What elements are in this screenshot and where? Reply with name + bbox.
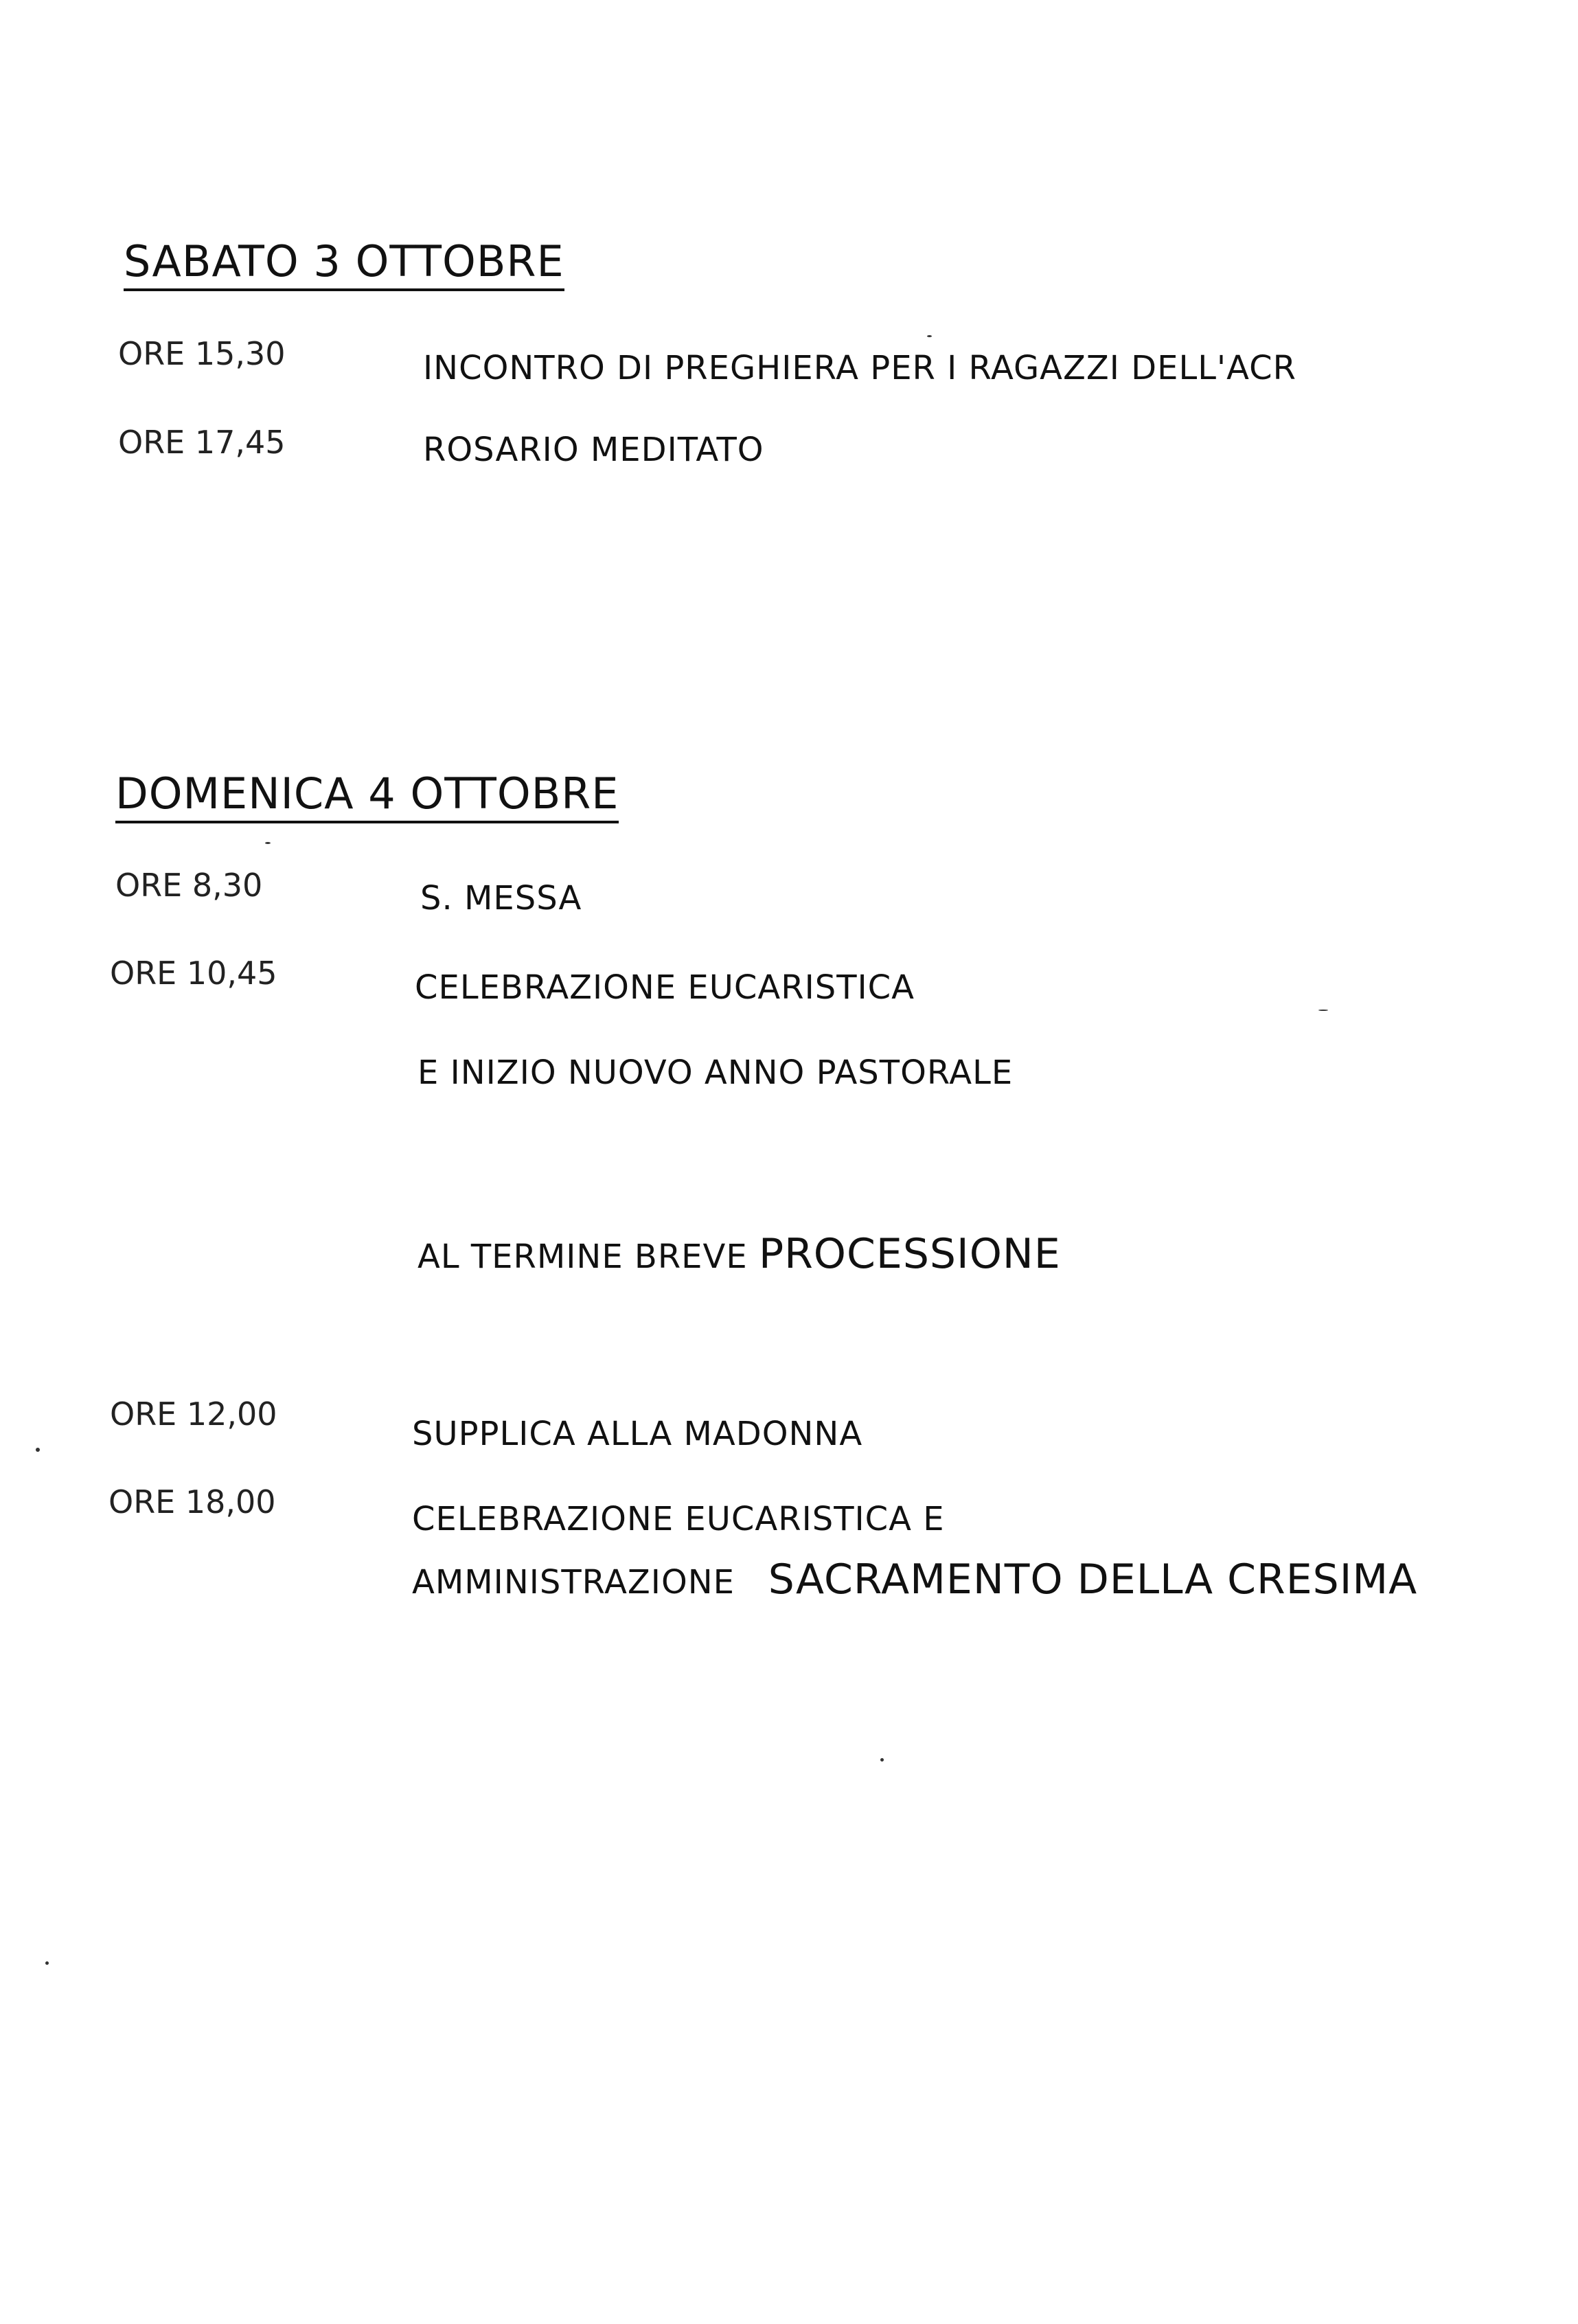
event-domenica-4-prefix: AMMINISTRAZIONE	[412, 1563, 735, 1602]
note-processione	[418, 1229, 1061, 1279]
scan-speck	[45, 1961, 49, 1965]
event-domenica-4-line2	[412, 1555, 1417, 1604]
scan-speck	[927, 335, 932, 337]
event-domenica-4-emphasis: SACRAMENTO DELLA CRESIMA	[768, 1556, 1418, 1604]
note-emphasis: PROCESSIONE	[758, 1230, 1061, 1278]
time-domenica-2: ORE 10,45	[110, 955, 277, 992]
event-domenica-3: SUPPLICA ALLA MADONNA	[412, 1415, 863, 1453]
heading-domenica: DOMENICA 4 OTTOBRE	[115, 769, 619, 823]
scan-speck	[265, 842, 271, 844]
time-domenica-4: ORE 18,00	[108, 1483, 276, 1520]
event-sabato-1: INCONTRO DI PREGHIERA PER I RAGAZZI DELL'ACR	[423, 349, 1296, 387]
event-sabato-2: ROSARIO MEDITATO	[423, 431, 764, 469]
event-domenica-4: CELEBRAZIONE EUCARISTICA E	[412, 1500, 945, 1538]
time-sabato-2: ORE 17,45	[118, 424, 286, 461]
time-domenica-1: ORE 8,30	[115, 867, 263, 904]
time-sabato-1: ORE 15,30	[118, 335, 286, 372]
event-domenica-2-line2: E INIZIO NUOVO ANNO PASTORALE	[418, 1053, 1014, 1092]
heading-sabato: SABATO 3 OTTOBRE	[124, 237, 564, 291]
scan-speck	[880, 1758, 884, 1762]
event-domenica-1: S. MESSA	[420, 879, 582, 918]
event-domenica-2: CELEBRAZIONE EUCARISTICA	[415, 968, 915, 1007]
scan-speck	[36, 1448, 40, 1452]
scan-speck	[1318, 1010, 1328, 1011]
note-prefix: AL TERMINE BREVE	[418, 1238, 748, 1276]
time-domenica-3: ORE 12,00	[110, 1395, 277, 1433]
